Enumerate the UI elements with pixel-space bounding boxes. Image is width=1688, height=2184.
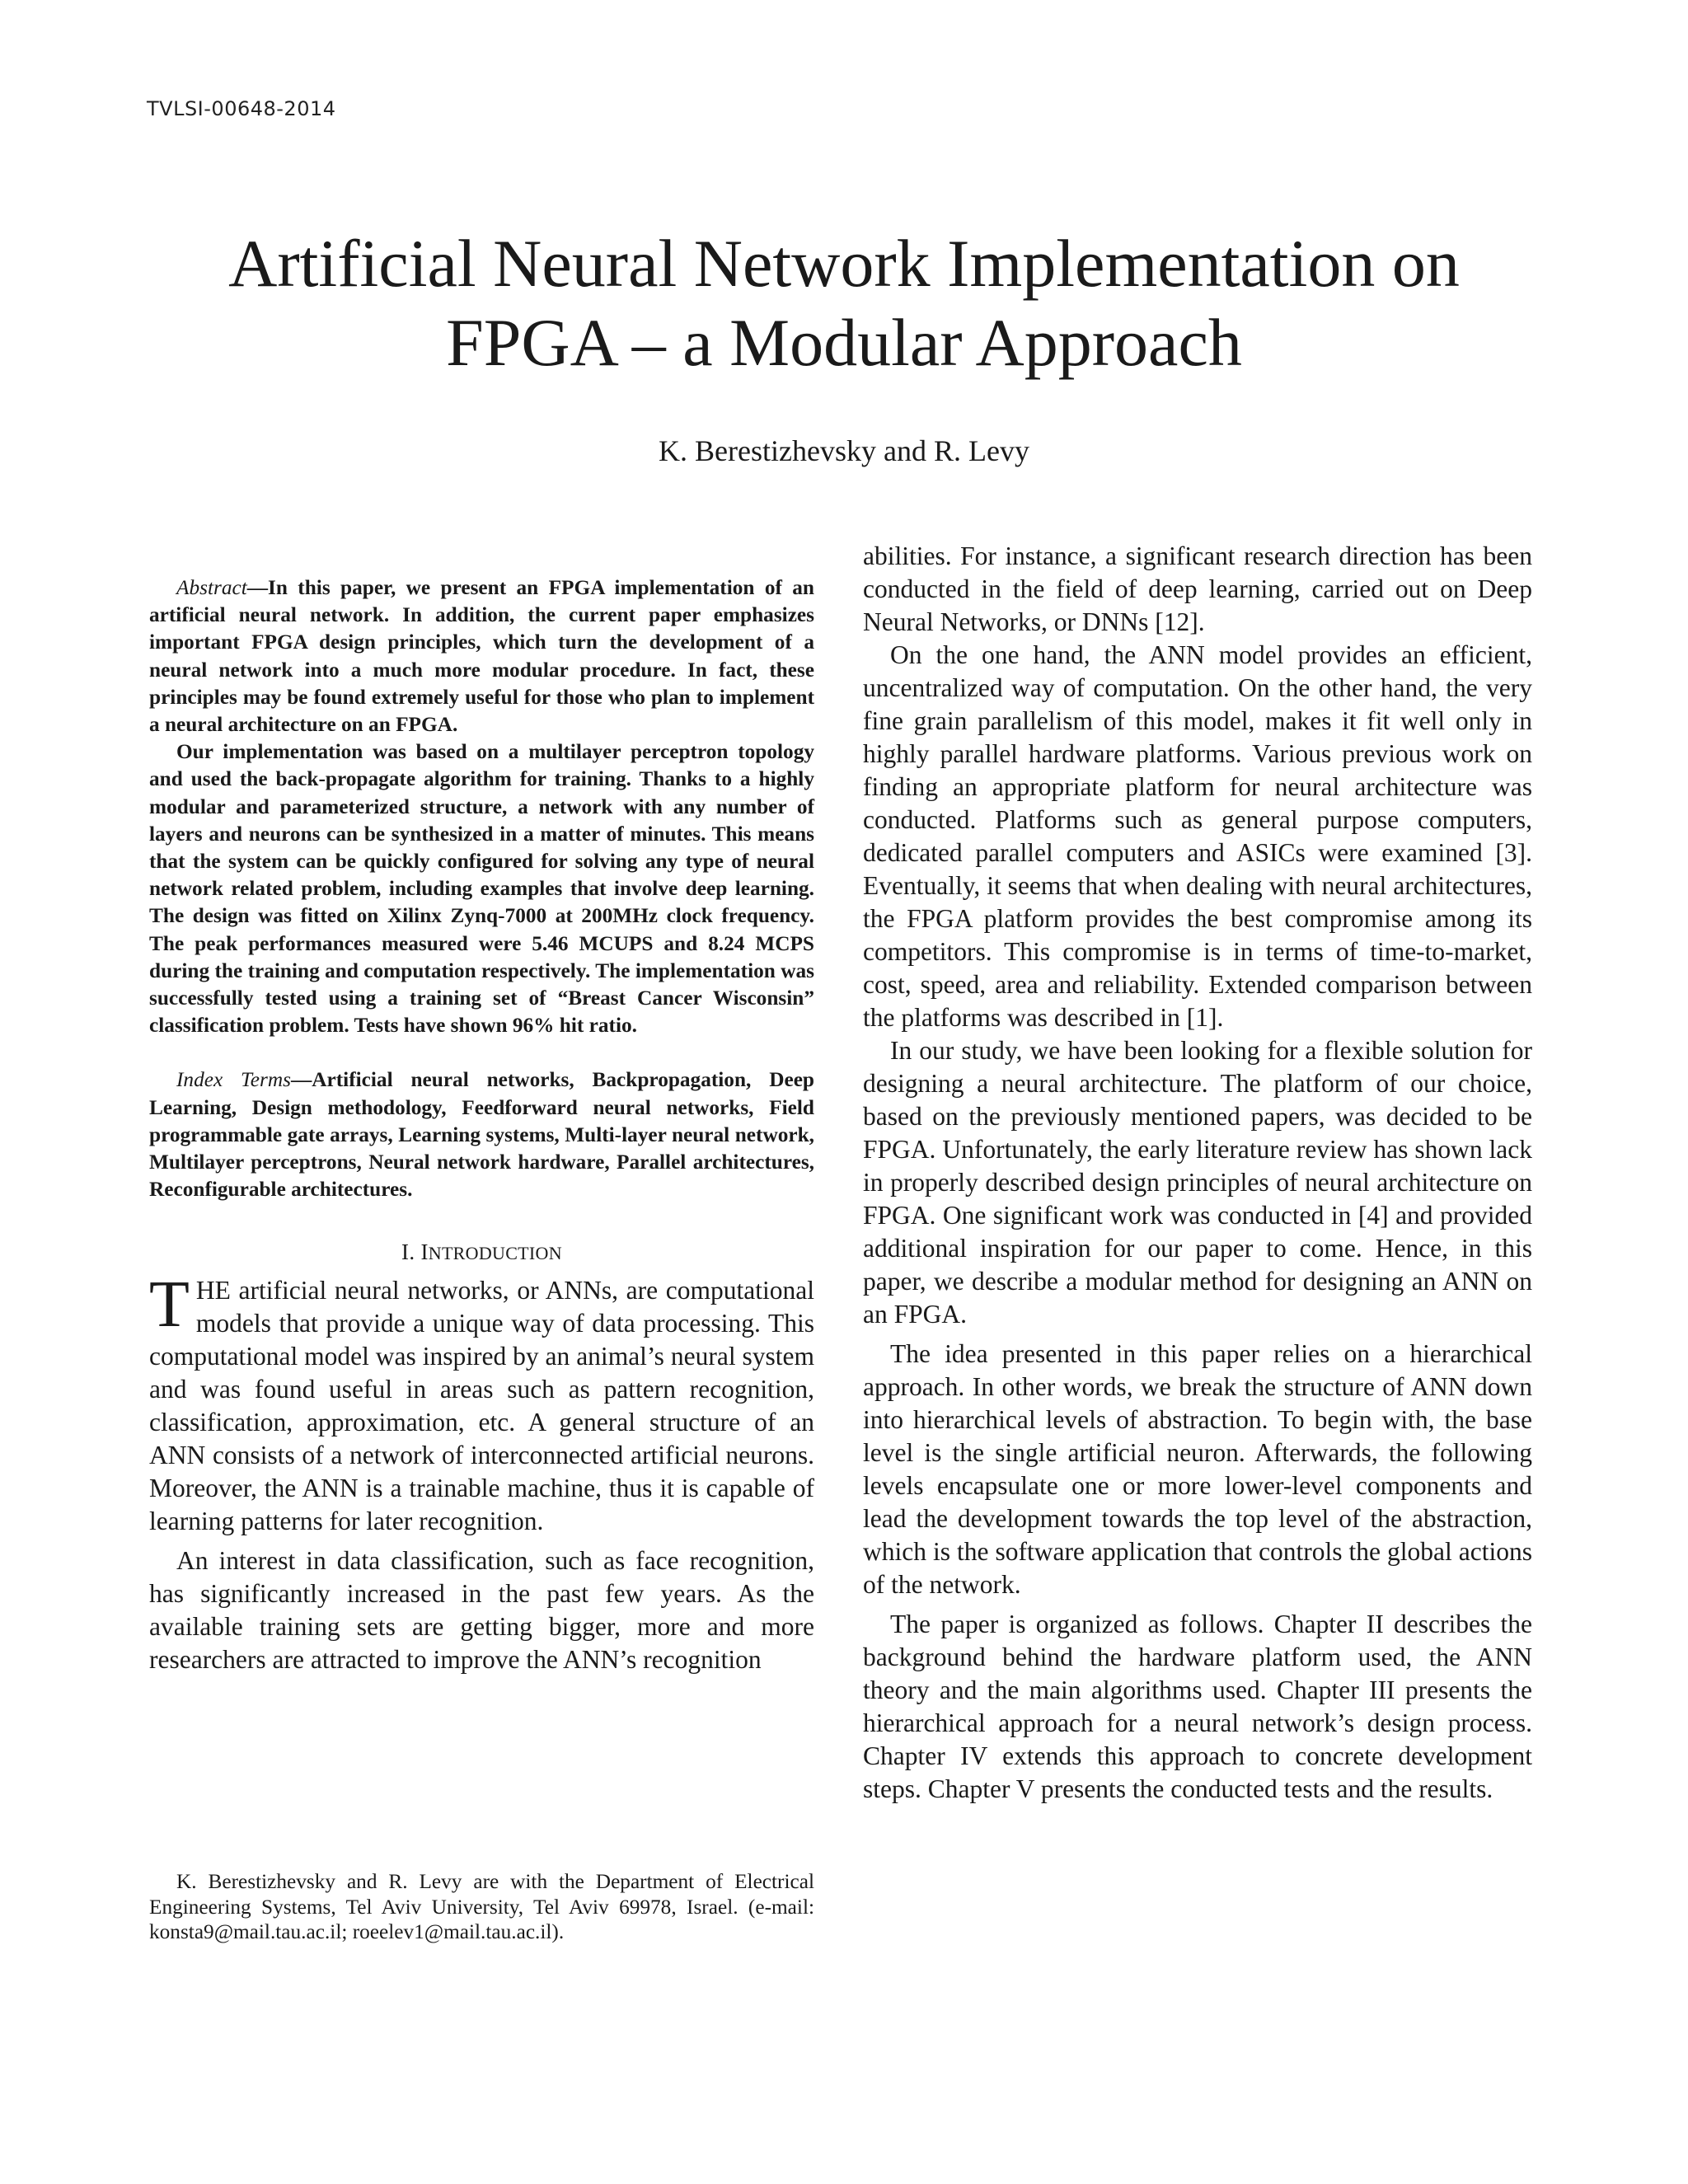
intro-paragraph-2: An interest in data classification, such as face recognition, has significantly increased in the past few years. As the available training sets are getting bigger, more and more researchers are attracted to improve the ANN’s recognition [149, 1546, 814, 1675]
section-title-rest: NTRODUCTION [428, 1243, 562, 1264]
section-number: I. [401, 1240, 415, 1265]
drop-cap: T [149, 1268, 190, 1342]
abstract-text-1: —In this paper, we present an FPGA implementation of an artificial neural network. In addition, the current paper emphasizes important FPGA design principles, which turn the development of a neural network into a much more modular procedure. In fact, these principles may be found extremely useful for those who plan to implement a neural architecture on an FPGA. [149, 576, 814, 737]
index-terms-label: Index Terms [176, 1068, 291, 1092]
index-terms-text: —Artificial neural networks, Backpropagation, Deep Learning, Design methodology, Feedforward neural networks, Field programmable gate arrays, Learning systems, Multi-layer neural network, Multilayer perceptrons, Neural network hardware, Parallel architectures, Reconfigurable architectures. [149, 1068, 814, 1202]
right-paragraph-1: On the one hand, the ANN model provides an efficient, uncentralized way of computation. On the other hand, the very fine grain parallelism of this model, makes it fit well only in highly parallel hardware platforms. Various previous work on finding an appropriate platform for neural architecture was conducted. Platforms such as general purpose computers, dedicated parallel computers and ASICs were examined [3]. Eventually, it seems that when dealing with neural architectures, the FPGA platform provides the best compromise among its competitors. This compromise is in terms of time-to-market, cost, speed, area and reliability. Extended comparison between the platforms was described in [1]. [863, 640, 1532, 1032]
title-line-2: FPGA – a Modular Approach [446, 305, 1242, 380]
right-paragraph-2: In our study, we have been looking for a flexible solution for designing a neural architecture. The platform of our choice, based on the previously mentioned papers, was decided to be FPGA. Unfortunately, the early literature review has shown lack in properly described design principles of neural architecture on FPGA. One significant work was conducted in [4] and provided additional inspiration for our paper to come. Hence, in this paper, we describe a modular method for designing an ANN on an FPGA. [863, 1036, 1532, 1329]
abstract-paragraph-1 [149, 574, 814, 738]
right-paragraph-continued: abilities. For instance, a significant research direction has been conducted in the field of deep learning, carried out on Deep Neural Networks, or DNNs [12]. [863, 541, 1532, 636]
introduction-body [149, 1268, 814, 1676]
abstract-label: Abstract [176, 576, 247, 599]
author-affiliation-footnote: K. Berestizhevsky and R. Levy are with the Department of Electrical Engineering Systems, Tel Aviv University, Tel Aviv 69978, Israel. (e-mail: konsta9@mail.tau.ac.il; roeelev1@mail.tau.ac.il). [149, 1870, 814, 1943]
left-column [149, 574, 814, 1676]
right-paragraph-4: The paper is organized as follows. Chapter II describes the background behind the hardware platform used, the ANN theory and the main algorithms used. Chapter III presents the hierarchical approach for a neural network’s design process. Chapter IV extends this approach to concrete development steps. Chapter V presents the conducted tests and the results. [863, 1610, 1532, 1803]
intro-paragraph-1-text: HE artificial neural networks, or ANNs, are computational models that provide a unique way of data processing. This computational model was inspired by an animal’s neural system and was found useful in areas such as pattern recognition, classification, approximation, etc. A general structure of an ANN consists of a network of interconnected artificial neurons. Moreover, the ANN is a trainable machine, thus it is capable of learning patterns for later recognition. [149, 1276, 814, 1536]
intro-paragraph-1 [149, 1268, 814, 1538]
title-line-1: Artificial Neural Network Implementation on [228, 226, 1460, 301]
author-list: K. Berestizhevsky and R. Levy [659, 434, 1029, 467]
manuscript-id: TVLSI-00648-2014 [147, 97, 336, 120]
section-title-initial: I [420, 1240, 429, 1265]
section-heading-introduction [149, 1238, 814, 1268]
right-column [863, 540, 1532, 1806]
abstract [149, 574, 814, 1039]
paper-title [147, 224, 1541, 382]
right-paragraph-3: The idea presented in this paper relies on a hierarchical approach. In other words, we break the structure of ANN down into hierarchical levels of abstraction. To begin with, the base level is the single artificial neuron. Afterwards, the following levels encapsulate one or more lower-level components and lead the development towards the top level of the abstraction, which is the software application that controls the global actions of the network. [863, 1339, 1532, 1599]
index-terms [149, 1066, 814, 1203]
abstract-paragraph-2: Our implementation was based on a multilayer perceptron topology and used the back-propagate algorithm for training. Thanks to a highly modular and parameterized structure, a network with any number of layers and neurons can be synthesized in a matter of minutes. This means that the system can be quickly configured for solving any type of neural network related problem, including examples that involve deep learning. The design was fitted on Xilinx Zynq-7000 at 200MHz clock frequency. The peak performances measured were 5.46 MCUPS and 8.24 MCPS during the training and computation respectively. The implementation was successfully tested using a training set of “Breast Cancer Wisconsin” classification problem. Tests have shown 96% hit ratio. [149, 740, 814, 1038]
